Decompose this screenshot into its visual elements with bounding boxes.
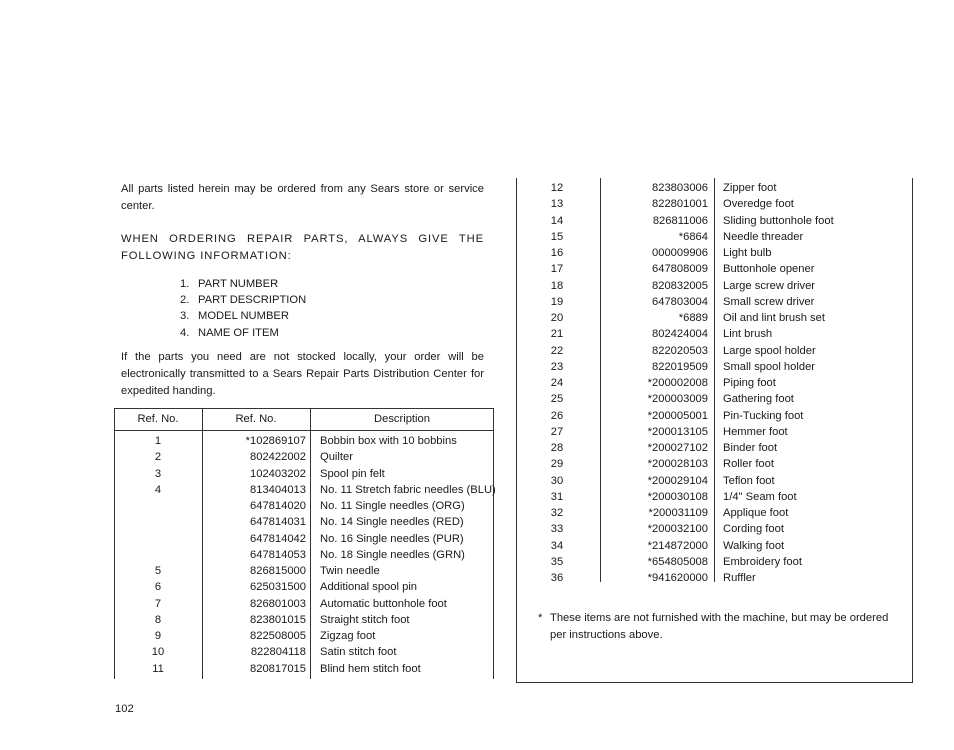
part-number-cell: *200027102 [647, 442, 708, 454]
description-cell: Needle threader [723, 230, 804, 243]
table-row [516, 359, 912, 375]
ref-cell: 13 [550, 198, 564, 211]
part-number-cell: *200003009 [647, 393, 708, 406]
description-cell: Sliding buttonhole foot [723, 214, 834, 227]
part-number-cell: *200005001 [647, 409, 708, 422]
description-cell: Embroidery foot [723, 555, 802, 568]
ref-cell: 24 [550, 377, 564, 389]
description-cell: No. 11 Stretch fabric needles (BLU) [320, 483, 496, 496]
description-cell: Hemmer foot [723, 425, 788, 438]
part-number-cell: 826815000 [250, 565, 306, 577]
part-number-cell: 822019509 [652, 360, 708, 373]
intro-paragraph-1: All parts listed herein may be ordered from any Sears store or service center. [121, 183, 484, 212]
part-number-cell: *200032100 [647, 523, 708, 536]
table-row [114, 612, 494, 628]
table-row [516, 440, 912, 456]
part-number-cell: 822508005 [250, 630, 306, 642]
part-number-cell: *214872000 [647, 539, 708, 552]
ref-cell: 9 [154, 630, 162, 642]
part-number-cell: 826811006 [652, 214, 708, 227]
part-number-cell: *102869107 [245, 435, 306, 447]
ref-cell: 23 [550, 360, 564, 373]
description-cell: Additional spool pin [320, 581, 418, 594]
ref-cell: 27 [550, 425, 564, 438]
description-cell: Satin stitch foot [320, 646, 397, 659]
description-cell: Piping foot [723, 377, 776, 389]
parts-table-right [516, 178, 912, 683]
required-information-list [180, 276, 306, 341]
ref-cell: 30 [550, 474, 564, 487]
ref-cell: 21 [550, 328, 564, 341]
ref-cell: 2 [154, 451, 162, 464]
list-item-text: NAME OF ITEM [198, 326, 279, 339]
table-row [516, 391, 912, 407]
ref-cell: 31 [550, 490, 564, 503]
ref-cell: 1 [154, 435, 162, 447]
ref-cell: 5 [154, 565, 162, 577]
ref-cell: 4 [154, 483, 162, 496]
description-cell: Pin-Tucking foot [723, 409, 804, 422]
list-item-text: PART NUMBER [198, 278, 279, 290]
table-row [516, 278, 912, 294]
description-cell: Roller foot [723, 458, 774, 471]
table-row [516, 326, 912, 342]
table-row [516, 180, 912, 196]
list-item [180, 292, 306, 308]
part-number-cell: 647803004 [652, 295, 708, 308]
table-row [114, 433, 494, 449]
description-cell: Lint brush [723, 328, 773, 341]
table-row [516, 310, 912, 326]
part-number-cell: *6889 [678, 312, 708, 324]
table-row [114, 644, 494, 660]
header-part-no: Ref. No. [235, 413, 277, 425]
ref-cell: 29 [550, 458, 564, 471]
table-row [516, 456, 912, 472]
table-row [516, 521, 912, 537]
parts-table-left [114, 408, 494, 679]
part-number-cell: 820817015 [250, 662, 306, 675]
part-number-cell: 826801003 [250, 597, 306, 610]
part-number-cell: *200031109 [648, 507, 708, 519]
ref-cell: 17 [550, 263, 564, 276]
list-item [180, 308, 306, 324]
description-cell: No. 14 Single needles (RED) [320, 516, 464, 529]
part-number-cell: 647814042 [250, 532, 306, 545]
description-cell: 1/4" Seam foot [723, 490, 797, 503]
description-cell: Zigzag foot [320, 630, 376, 642]
list-item-number: 3. [180, 310, 190, 323]
description-cell: Teflon foot [723, 474, 775, 487]
table-row [516, 554, 912, 570]
description-cell: Spool pin felt [320, 467, 385, 480]
description-cell: Twin needle [320, 565, 380, 577]
part-number-cell: 823803006 [652, 182, 708, 194]
description-cell: Applique foot [723, 507, 789, 519]
description-cell: Light bulb [723, 247, 772, 259]
page-number: 102 [115, 703, 134, 715]
table-row [114, 466, 494, 482]
description-cell: Buttonhole opener [723, 263, 815, 276]
part-number-cell: 647814020 [250, 500, 306, 512]
description-cell: No. 11 Single needles (ORG) [320, 500, 465, 512]
part-number-cell: *200028103 [647, 458, 708, 471]
ref-cell: 32 [550, 507, 564, 519]
table-row [516, 505, 912, 521]
description-cell: Quilter [320, 451, 353, 464]
table-row [516, 408, 912, 424]
footnote-marker: * [538, 612, 543, 624]
part-number-cell: 822804118 [250, 646, 306, 659]
table-row [114, 514, 494, 530]
part-number-cell: 000009906 [652, 247, 708, 259]
description-cell: No. 16 Single needles (PUR) [320, 532, 464, 545]
footnote-text: These items are not furnished with the machine, but may be ordered per instructions above. [550, 612, 889, 641]
part-number-cell: 802422002 [250, 451, 306, 464]
description-cell: Large screw driver [723, 279, 816, 292]
table-row [516, 229, 912, 245]
footnote [538, 610, 902, 644]
ref-cell: 16 [550, 247, 564, 259]
ref-cell: 25 [550, 393, 564, 406]
table-row [516, 245, 912, 261]
part-number-cell: 813404013 [250, 483, 306, 496]
table-header-row [114, 411, 494, 427]
table-bottom-rule [516, 682, 912, 683]
part-number-cell: *200013105 [647, 425, 708, 438]
part-number-cell: *654805008 [647, 555, 708, 568]
part-number-cell: *200029104 [647, 474, 708, 487]
table-row [516, 294, 912, 310]
list-item-text: PART DESCRIPTION [198, 294, 307, 307]
table-row [114, 596, 494, 612]
table-row [516, 196, 912, 212]
part-number-cell: 625031500 [250, 581, 306, 594]
description-cell: Straight stitch foot [320, 613, 410, 626]
ref-cell: 35 [550, 555, 564, 568]
list-item [180, 276, 306, 292]
intro-paragraph-3: If the parts you need are not stocked locally, your order will be electronically transmitted to a Sears Repair Parts Distribution Center for expedited handing. [121, 351, 484, 397]
table-row [114, 482, 494, 498]
part-number-cell: 822020503 [652, 344, 708, 357]
description-cell: No. 18 Single needles (GRN) [320, 548, 465, 561]
ref-cell: 3 [154, 467, 162, 480]
table-row [516, 489, 912, 505]
table-row [114, 661, 494, 677]
list-item-number: 1. [180, 278, 190, 290]
ref-cell: 10 [151, 646, 165, 659]
ref-cell: 14 [550, 214, 564, 227]
description-cell: Automatic buttonhole foot [320, 597, 447, 610]
description-cell: Bobbin box with 10 bobbins [320, 435, 457, 447]
table-row [114, 449, 494, 465]
table-top-rule [114, 408, 494, 409]
ref-cell: 20 [550, 312, 564, 324]
part-number-cell: 823801015 [250, 613, 306, 626]
list-item [180, 325, 306, 341]
table-row [114, 531, 494, 547]
list-item-number: 4. [180, 326, 190, 339]
part-number-cell: 647814053 [250, 548, 306, 561]
ref-cell: 11 [152, 662, 164, 675]
ref-cell: 6 [154, 581, 162, 594]
ref-cell: 33 [550, 523, 564, 536]
table-row [114, 628, 494, 644]
table-row [114, 579, 494, 595]
description-cell: Zipper foot [723, 182, 777, 194]
ref-cell: 19 [550, 295, 564, 308]
description-cell: Small spool holder [723, 360, 816, 373]
description-cell: Large spool holder [723, 344, 816, 357]
table-row [114, 547, 494, 563]
description-cell: Ruffler [723, 572, 756, 584]
part-number-cell: 822801001 [652, 198, 708, 211]
table-row [516, 375, 912, 391]
table-row [516, 261, 912, 277]
part-number-cell: 802424004 [652, 328, 708, 341]
table-right-rule [912, 178, 913, 683]
description-cell: Small screw driver [723, 295, 815, 308]
header-description: Description [374, 413, 430, 425]
table-row [516, 213, 912, 229]
table-row [516, 473, 912, 489]
table-row [114, 563, 494, 579]
description-cell: Cording foot [723, 523, 784, 536]
description-cell: Overedge foot [723, 198, 794, 211]
part-number-cell: *200002008 [647, 377, 708, 389]
description-cell: Walking foot [723, 539, 785, 552]
ref-cell: 8 [154, 613, 162, 626]
ref-cell: 28 [550, 442, 564, 454]
ref-cell: 18 [550, 279, 564, 292]
part-number-cell: 102403202 [250, 467, 306, 480]
table-row [516, 570, 912, 586]
description-cell: Gathering foot [723, 393, 794, 406]
ref-cell: 34 [550, 539, 564, 552]
table-row [516, 343, 912, 359]
ref-cell: 26 [550, 409, 564, 422]
part-number-cell: 647814031 [250, 516, 306, 529]
table-header-rule [114, 430, 494, 431]
table-row [516, 538, 912, 554]
description-cell: Binder foot [723, 442, 778, 454]
table-row [114, 498, 494, 514]
description-cell: Blind hem stitch foot [320, 662, 421, 675]
part-number-cell: 820832005 [652, 279, 708, 292]
ref-cell: 36 [550, 572, 564, 584]
part-number-cell: 647808009 [652, 263, 708, 276]
part-number-cell: *941620000 [647, 572, 708, 584]
table-row [516, 424, 912, 440]
part-number-cell: *6864 [678, 230, 708, 243]
list-item-text: MODEL NUMBER [198, 310, 289, 323]
ref-cell: 15 [550, 230, 564, 243]
list-item-number: 2. [180, 294, 190, 307]
header-ref-no: Ref. No. [137, 413, 179, 425]
part-number-cell: *200030108 [647, 490, 708, 503]
ref-cell: 22 [550, 344, 564, 357]
description-cell: Oil and lint brush set [723, 312, 825, 324]
ref-cell: 12 [550, 182, 564, 194]
ordering-instructions-heading: WHEN ORDERING REPAIR PARTS, ALWAYS GIVE THE FOLLOWING INFORMATION: [121, 233, 484, 262]
ref-cell: 7 [154, 597, 162, 610]
